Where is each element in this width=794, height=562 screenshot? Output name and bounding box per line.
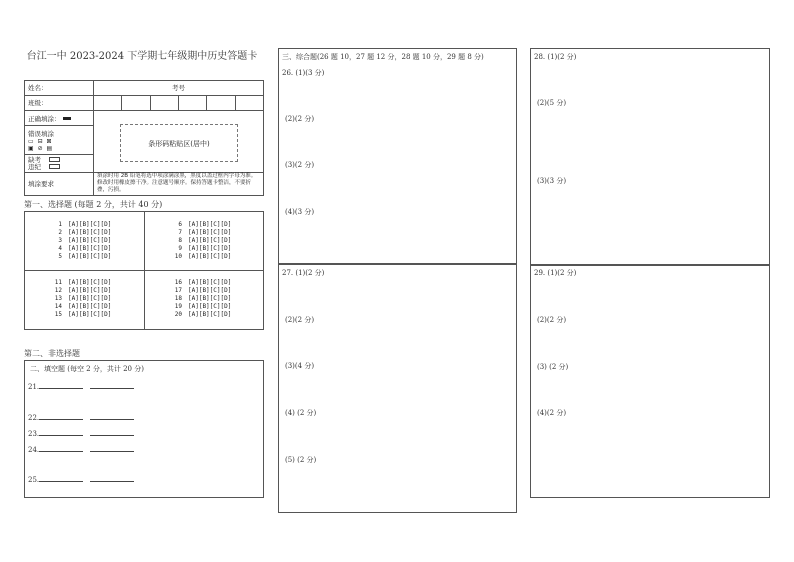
- answer-options[interactable]: [A][B][C][D]: [68, 279, 112, 286]
- question-number: 9: [178, 245, 182, 252]
- section1-title: 第一、选择题 (每题 2 分，共计 40 分): [24, 200, 163, 209]
- answer-options[interactable]: [A][B][C][D]: [188, 229, 232, 236]
- choice-row[interactable]: [168, 221, 231, 229]
- q26-part: (3)(2 分): [285, 161, 315, 169]
- q26-part: (2)(2 分): [285, 115, 315, 123]
- q29-box: [530, 265, 770, 498]
- answer-blank[interactable]: [90, 428, 134, 436]
- fill-blank-item: [28, 412, 134, 422]
- fill-blank-item: [28, 428, 134, 438]
- question-number: 4: [58, 245, 62, 252]
- choice-divider-h: [24, 270, 264, 271]
- fill-req-text: 填涂时用 2B 铅笔将选中项涂满涂黑，黑度以盖过框内字母为准。修改时用橡皮擦干净。注意题号顺序。保持答题卡整洁，不要折叠，污损。: [94, 172, 264, 195]
- section3-title: 三、综合题(26 题 10，27 题 12 分，28 题 10 分，29 题 8 分): [282, 53, 484, 61]
- barcode-label: 条形码粘贴区(居中): [148, 140, 210, 148]
- answer-options[interactable]: [A][B][C][D]: [68, 229, 112, 236]
- item-number: 23.: [28, 430, 40, 438]
- sheet-title: 台江一中 2023-2024 下学期七年级期中历史答题卡: [26, 51, 258, 62]
- q29-part: (4)(2 分): [537, 409, 567, 417]
- q26-box: [278, 48, 517, 264]
- answer-blank[interactable]: [39, 444, 83, 452]
- question-number: 12: [54, 287, 62, 294]
- question-number: 16: [174, 279, 182, 286]
- item-number: 25.: [28, 476, 40, 484]
- answer-options[interactable]: [A][B][C][D]: [188, 311, 232, 318]
- fill-blank-item: [28, 444, 134, 454]
- fill-blank-title: 二、填空题 (每空 2 分，共计 20 分): [30, 365, 144, 373]
- choice-row[interactable]: [48, 295, 111, 303]
- choice-row[interactable]: [168, 253, 231, 261]
- answer-blank[interactable]: [39, 474, 83, 482]
- answer-options[interactable]: [A][B][C][D]: [188, 279, 232, 286]
- question-number: 18: [174, 295, 182, 302]
- answer-options[interactable]: [A][B][C][D]: [188, 245, 232, 252]
- answer-options[interactable]: [A][B][C][D]: [188, 237, 232, 244]
- answer-blank[interactable]: [39, 412, 83, 420]
- question-number: 5: [58, 253, 62, 260]
- choice-row[interactable]: [48, 229, 111, 237]
- absent-violation-cell: [25, 155, 94, 173]
- wrong-fill-row: [25, 125, 94, 154]
- answer-blank[interactable]: [39, 428, 83, 436]
- q28-part: 28. (1)(2 分): [534, 53, 577, 61]
- choice-row[interactable]: [168, 237, 231, 245]
- choice-row[interactable]: [48, 287, 111, 295]
- choice-row[interactable]: [48, 311, 111, 319]
- question-number: 11: [54, 279, 62, 286]
- question-number: 2: [58, 229, 62, 236]
- wrong-fill-label: 错误填涂: [28, 129, 54, 138]
- exam-no-cell[interactable]: [235, 95, 263, 111]
- choice-row[interactable]: [48, 237, 111, 245]
- choice-row[interactable]: [168, 311, 231, 319]
- answer-blank[interactable]: [90, 381, 134, 389]
- answer-options[interactable]: [A][B][C][D]: [188, 253, 232, 260]
- q27-part: (4) (2 分): [285, 409, 317, 417]
- choice-row[interactable]: [48, 303, 111, 311]
- q28-part: (2)(5 分): [537, 99, 567, 107]
- answer-blank[interactable]: [90, 474, 134, 482]
- question-number: 6: [178, 221, 182, 228]
- choice-row[interactable]: [48, 245, 111, 253]
- violation-label: 违纪: [28, 162, 41, 171]
- answer-options[interactable]: [A][B][C][D]: [68, 311, 112, 318]
- section2-title: 第二、非选择题: [24, 349, 80, 358]
- q26-part: 26. (1)(3 分): [282, 69, 325, 77]
- question-number: 13: [54, 295, 62, 302]
- answer-blank[interactable]: [90, 444, 134, 452]
- question-number: 17: [174, 287, 182, 294]
- exam-no-cell[interactable]: [178, 95, 206, 111]
- absent-checkbox[interactable]: [49, 157, 60, 162]
- wrong-mark-icon: ▭ ⊟ ⊠ ▣ ⊘ ▤: [28, 137, 54, 152]
- choice-row[interactable]: [168, 245, 231, 253]
- question-number: 8: [178, 237, 182, 244]
- answer-blank[interactable]: [90, 412, 134, 420]
- exam-no-label: 考号: [94, 81, 264, 96]
- barcode-area: [120, 124, 238, 162]
- answer-options[interactable]: [A][B][C][D]: [188, 303, 232, 310]
- answer-blank[interactable]: [39, 381, 83, 389]
- answer-options[interactable]: [A][B][C][D]: [68, 221, 112, 228]
- q27-part: 27. (1)(2 分): [282, 269, 325, 277]
- fill-blank-item: [28, 474, 134, 484]
- q27-part: (2)(2 分): [285, 316, 315, 324]
- q27-box: [278, 264, 517, 513]
- choice-row[interactable]: [168, 295, 231, 303]
- choice-row[interactable]: [48, 253, 111, 261]
- answer-options[interactable]: [A][B][C][D]: [68, 295, 112, 302]
- violation-checkbox[interactable]: [49, 164, 60, 169]
- filled-mark-icon: [63, 117, 71, 120]
- question-number: 14: [54, 303, 62, 310]
- q28-part: (3)(3 分): [537, 177, 567, 185]
- question-number: 7: [178, 229, 182, 236]
- exam-no-cell[interactable]: [150, 95, 178, 111]
- answer-options[interactable]: [A][B][C][D]: [188, 295, 232, 302]
- item-number: 24.: [28, 446, 40, 454]
- answer-options[interactable]: [A][B][C][D]: [188, 221, 232, 228]
- answer-options[interactable]: [A][B][C][D]: [68, 303, 112, 310]
- choice-row[interactable]: [168, 229, 231, 237]
- exam-no-cell[interactable]: [122, 95, 150, 111]
- q29-part: (3) (2 分): [537, 363, 569, 371]
- choice-row[interactable]: [48, 221, 111, 229]
- q27-part: (3)(4 分): [285, 362, 315, 370]
- question-number: 3: [58, 237, 62, 244]
- correct-fill-row: [25, 111, 94, 126]
- item-number: 22.: [28, 414, 40, 422]
- question-number: 20: [174, 311, 182, 318]
- q27-part: (5) (2 分): [285, 456, 317, 464]
- choice-row[interactable]: [168, 287, 231, 295]
- answer-options[interactable]: [A][B][C][D]: [188, 287, 232, 294]
- answer-options[interactable]: [A][B][C][D]: [68, 245, 112, 252]
- q29-part: 29. (1)(2 分): [534, 269, 577, 277]
- correct-fill-label: 正确填涂：: [28, 114, 61, 123]
- q28-box: [530, 48, 770, 265]
- question-number: 19: [174, 303, 182, 310]
- absent-label: 缺考: [28, 155, 41, 164]
- answer-options[interactable]: [A][B][C][D]: [68, 253, 112, 260]
- name-label: 姓名：: [25, 81, 94, 96]
- class-label: 班级：: [25, 95, 94, 111]
- question-number: 1: [58, 221, 62, 228]
- choice-row[interactable]: [48, 279, 111, 287]
- fill-req-label: 填涂要求: [25, 172, 94, 195]
- choice-row[interactable]: [168, 303, 231, 311]
- fill-blank-item: [28, 381, 134, 391]
- choice-row[interactable]: [168, 279, 231, 287]
- item-number: 21.: [28, 383, 40, 391]
- answer-options[interactable]: [A][B][C][D]: [68, 237, 112, 244]
- question-number: 10: [174, 253, 182, 260]
- q26-part: (4)(3 分): [285, 208, 315, 216]
- q29-part: (2)(2 分): [537, 316, 567, 324]
- answer-options[interactable]: [A][B][C][D]: [68, 287, 112, 294]
- question-number: 15: [54, 311, 62, 318]
- exam-no-cell[interactable]: [207, 95, 235, 111]
- exam-no-cell[interactable]: [94, 95, 122, 111]
